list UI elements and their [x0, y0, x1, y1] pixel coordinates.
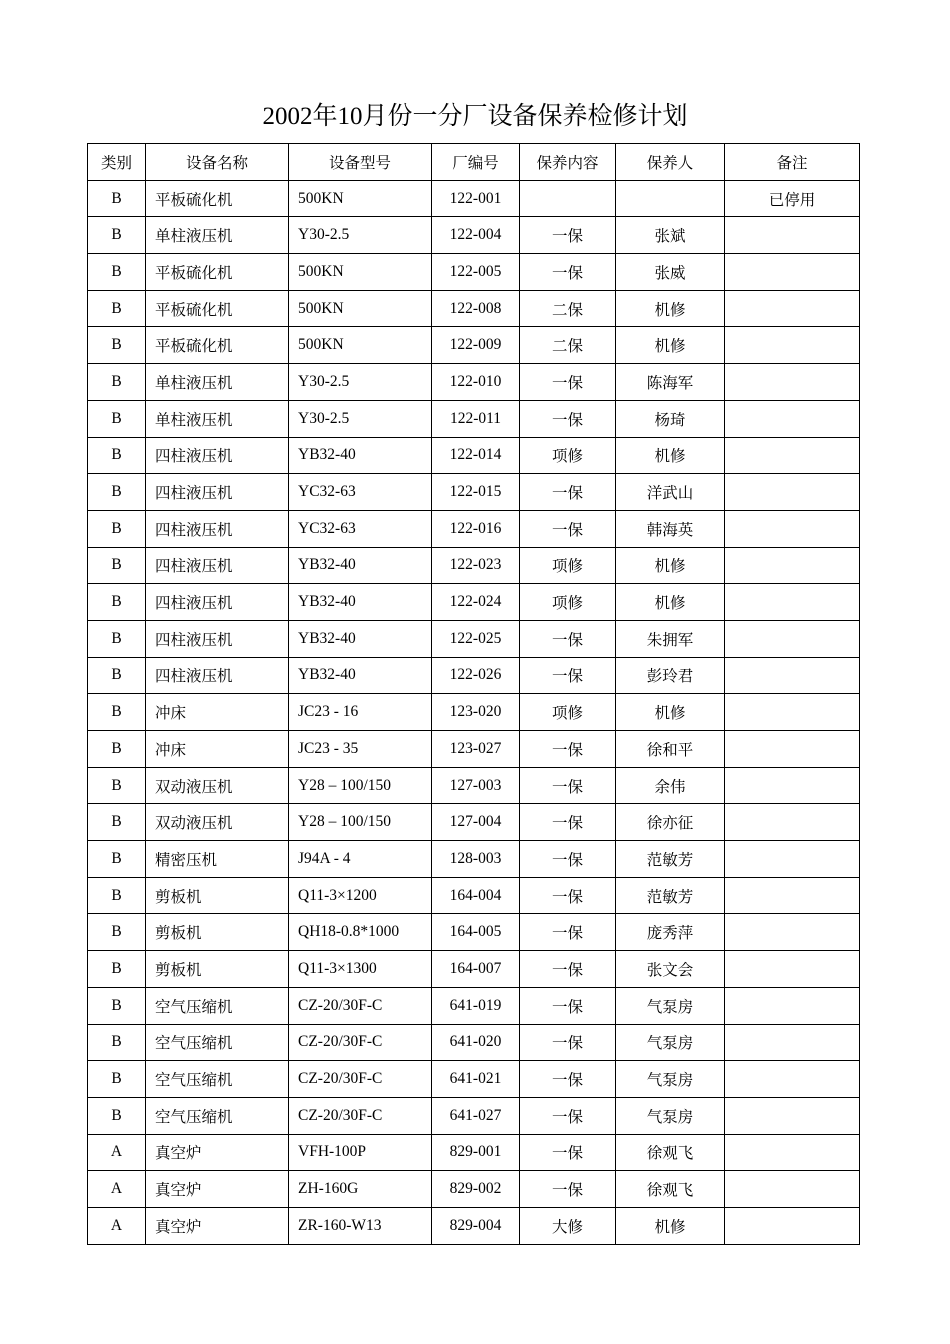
header-category: 类别 — [88, 144, 146, 181]
cell-equipment-model: YC32-63 — [289, 474, 432, 511]
cell-equipment-model: 500KN — [289, 254, 432, 291]
cell-category: B — [88, 400, 146, 437]
cell-factory-code: 127-004 — [432, 804, 520, 841]
cell-remarks — [725, 1134, 860, 1171]
cell-equipment-name: 双动液压机 — [146, 804, 289, 841]
cell-category: B — [88, 767, 146, 804]
cell-equipment-name: 剪板机 — [146, 877, 289, 914]
table-row — [88, 364, 860, 401]
cell-category: B — [88, 877, 146, 914]
cell-remarks — [725, 364, 860, 401]
cell-equipment-model: JC23 - 16 — [289, 694, 432, 731]
cell-category: B — [88, 804, 146, 841]
cell-factory-code: 122-011 — [432, 400, 520, 437]
cell-maintainer: 气泵房 — [616, 1061, 725, 1098]
cell-remarks — [725, 620, 860, 657]
cell-equipment-name: 平板硫化机 — [146, 180, 289, 217]
cell-remarks — [725, 254, 860, 291]
cell-maintenance-content: 一保 — [520, 1024, 616, 1061]
cell-category: B — [88, 914, 146, 951]
cell-equipment-name: 平板硫化机 — [146, 254, 289, 291]
cell-equipment-name: 四柱液压机 — [146, 547, 289, 584]
table-row — [88, 914, 860, 951]
cell-equipment-model: 500KN — [289, 290, 432, 327]
cell-equipment-model: VFH-100P — [289, 1134, 432, 1171]
cell-remarks — [725, 1097, 860, 1134]
cell-remarks — [725, 1207, 860, 1244]
header-row — [88, 144, 860, 181]
cell-maintainer: 余伟 — [616, 767, 725, 804]
cell-factory-code: 123-027 — [432, 731, 520, 768]
cell-equipment-model: QH18-0.8*1000 — [289, 914, 432, 951]
cell-equipment-model: 500KN — [289, 327, 432, 364]
cell-remarks — [725, 914, 860, 951]
cell-factory-code: 122-014 — [432, 437, 520, 474]
cell-equipment-model: 500KN — [289, 180, 432, 217]
cell-maintenance-content: 一保 — [520, 841, 616, 878]
cell-factory-code: 641-019 — [432, 987, 520, 1024]
table-row — [88, 1134, 860, 1171]
cell-remarks — [725, 804, 860, 841]
cell-category: B — [88, 217, 146, 254]
cell-equipment-model: YB32-40 — [289, 584, 432, 621]
cell-factory-code: 122-025 — [432, 620, 520, 657]
table-row — [88, 877, 860, 914]
cell-maintainer: 洋武山 — [616, 474, 725, 511]
cell-equipment-name: 空气压缩机 — [146, 987, 289, 1024]
cell-maintenance-content: 二保 — [520, 327, 616, 364]
cell-maintainer: 庞秀萍 — [616, 914, 725, 951]
cell-category: A — [88, 1134, 146, 1171]
cell-maintainer: 陈海军 — [616, 364, 725, 401]
cell-factory-code: 122-004 — [432, 217, 520, 254]
cell-maintenance-content: 一保 — [520, 767, 616, 804]
cell-maintenance-content: 一保 — [520, 987, 616, 1024]
cell-remarks — [725, 657, 860, 694]
cell-maintainer: 徐观飞 — [616, 1171, 725, 1208]
cell-maintenance-content: 一保 — [520, 510, 616, 547]
cell-remarks — [725, 327, 860, 364]
cell-equipment-model: YC32-63 — [289, 510, 432, 547]
table-row — [88, 180, 860, 217]
cell-equipment-name: 空气压缩机 — [146, 1061, 289, 1098]
cell-equipment-model: J94A - 4 — [289, 841, 432, 878]
cell-factory-code: 641-027 — [432, 1097, 520, 1134]
cell-maintainer: 朱拥军 — [616, 620, 725, 657]
cell-maintenance-content: 一保 — [520, 657, 616, 694]
cell-factory-code: 122-023 — [432, 547, 520, 584]
cell-maintainer: 张斌 — [616, 217, 725, 254]
cell-equipment-name: 单柱液压机 — [146, 400, 289, 437]
cell-category: B — [88, 364, 146, 401]
cell-category: B — [88, 510, 146, 547]
cell-maintenance-content: 大修 — [520, 1207, 616, 1244]
cell-category: B — [88, 1097, 146, 1134]
cell-equipment-name: 单柱液压机 — [146, 364, 289, 401]
cell-category: B — [88, 327, 146, 364]
table-row — [88, 1061, 860, 1098]
cell-maintainer: 气泵房 — [616, 1097, 725, 1134]
cell-category: B — [88, 254, 146, 291]
cell-maintainer: 徐和平 — [616, 731, 725, 768]
header-maintenance-content: 保养内容 — [520, 144, 616, 181]
cell-remarks — [725, 400, 860, 437]
cell-maintenance-content: 项修 — [520, 694, 616, 731]
cell-factory-code: 164-004 — [432, 877, 520, 914]
cell-equipment-model: ZR-160-W13 — [289, 1207, 432, 1244]
cell-remarks — [725, 547, 860, 584]
cell-category: B — [88, 841, 146, 878]
cell-remarks — [725, 584, 860, 621]
table-row — [88, 657, 860, 694]
table-row — [88, 437, 860, 474]
cell-maintainer: 杨琦 — [616, 400, 725, 437]
cell-maintainer: 机修 — [616, 437, 725, 474]
cell-maintenance-content: 一保 — [520, 254, 616, 291]
cell-maintenance-content: 项修 — [520, 584, 616, 621]
cell-maintenance-content: 一保 — [520, 217, 616, 254]
cell-maintainer — [616, 180, 725, 217]
cell-factory-code: 122-009 — [432, 327, 520, 364]
cell-equipment-model: Y28 – 100/150 — [289, 804, 432, 841]
cell-equipment-name: 四柱液压机 — [146, 584, 289, 621]
cell-maintenance-content — [520, 180, 616, 217]
cell-equipment-name: 单柱液压机 — [146, 217, 289, 254]
cell-category: B — [88, 547, 146, 584]
cell-maintainer: 气泵房 — [616, 987, 725, 1024]
cell-factory-code: 641-020 — [432, 1024, 520, 1061]
table-row — [88, 951, 860, 988]
cell-category: B — [88, 180, 146, 217]
cell-maintenance-content: 一保 — [520, 1097, 616, 1134]
cell-remarks — [725, 767, 860, 804]
cell-equipment-name: 平板硫化机 — [146, 290, 289, 327]
cell-remarks — [725, 1024, 860, 1061]
cell-equipment-model: Y28 – 100/150 — [289, 767, 432, 804]
maintenance-plan-table — [87, 143, 860, 1245]
cell-category: B — [88, 290, 146, 327]
cell-maintainer: 张威 — [616, 254, 725, 291]
cell-maintenance-content: 一保 — [520, 804, 616, 841]
cell-maintenance-content: 一保 — [520, 731, 616, 768]
cell-equipment-name: 剪板机 — [146, 951, 289, 988]
cell-equipment-model: YB32-40 — [289, 547, 432, 584]
cell-maintainer: 张文会 — [616, 951, 725, 988]
cell-remarks — [725, 437, 860, 474]
cell-equipment-name: 平板硫化机 — [146, 327, 289, 364]
cell-maintainer: 机修 — [616, 290, 725, 327]
header-equipment-model: 设备型号 — [289, 144, 432, 181]
cell-remarks — [725, 694, 860, 731]
cell-equipment-name: 四柱液压机 — [146, 620, 289, 657]
cell-equipment-model: Q11-3×1200 — [289, 877, 432, 914]
cell-maintenance-content: 一保 — [520, 914, 616, 951]
cell-category: B — [88, 694, 146, 731]
cell-factory-code: 829-002 — [432, 1171, 520, 1208]
cell-category: B — [88, 584, 146, 621]
cell-category: B — [88, 1024, 146, 1061]
table-row — [88, 254, 860, 291]
cell-equipment-model: YB32-40 — [289, 657, 432, 694]
cell-factory-code: 122-026 — [432, 657, 520, 694]
table-row — [88, 731, 860, 768]
table-row — [88, 1207, 860, 1244]
cell-equipment-name: 四柱液压机 — [146, 474, 289, 511]
cell-factory-code: 829-001 — [432, 1134, 520, 1171]
table-body — [88, 180, 860, 1244]
cell-category: B — [88, 620, 146, 657]
table-row — [88, 1097, 860, 1134]
cell-remarks: 已停用 — [725, 180, 860, 217]
cell-maintainer: 范敏芳 — [616, 877, 725, 914]
cell-category: B — [88, 951, 146, 988]
cell-category: B — [88, 731, 146, 768]
cell-maintainer: 机修 — [616, 327, 725, 364]
cell-remarks — [725, 1171, 860, 1208]
cell-equipment-name: 四柱液压机 — [146, 510, 289, 547]
cell-maintenance-content: 项修 — [520, 547, 616, 584]
cell-maintenance-content: 一保 — [520, 620, 616, 657]
cell-maintenance-content: 一保 — [520, 1171, 616, 1208]
cell-maintainer: 韩海英 — [616, 510, 725, 547]
cell-factory-code: 122-005 — [432, 254, 520, 291]
cell-remarks — [725, 841, 860, 878]
cell-factory-code: 127-003 — [432, 767, 520, 804]
cell-factory-code: 122-016 — [432, 510, 520, 547]
cell-equipment-model: CZ-20/30F-C — [289, 1024, 432, 1061]
cell-maintenance-content: 项修 — [520, 437, 616, 474]
cell-remarks — [725, 474, 860, 511]
cell-factory-code: 123-020 — [432, 694, 520, 731]
table-row — [88, 217, 860, 254]
cell-maintainer: 徐亦征 — [616, 804, 725, 841]
cell-remarks — [725, 731, 860, 768]
cell-equipment-name: 真空炉 — [146, 1207, 289, 1244]
page-title: 2002年10月份一分厂设备保养检修计划 — [262, 103, 688, 130]
table-row — [88, 327, 860, 364]
cell-equipment-model: Y30-2.5 — [289, 364, 432, 401]
table-row — [88, 694, 860, 731]
cell-equipment-model: CZ-20/30F-C — [289, 1061, 432, 1098]
header-remarks: 备注 — [725, 144, 860, 181]
cell-maintenance-content: 二保 — [520, 290, 616, 327]
cell-maintainer: 机修 — [616, 547, 725, 584]
cell-maintenance-content: 一保 — [520, 951, 616, 988]
table-row — [88, 804, 860, 841]
cell-equipment-model: CZ-20/30F-C — [289, 987, 432, 1024]
cell-factory-code: 122-024 — [432, 584, 520, 621]
cell-factory-code: 829-004 — [432, 1207, 520, 1244]
cell-equipment-model: ZH-160G — [289, 1171, 432, 1208]
cell-category: B — [88, 474, 146, 511]
cell-maintenance-content: 一保 — [520, 474, 616, 511]
cell-maintainer: 徐观飞 — [616, 1134, 725, 1171]
table-row — [88, 987, 860, 1024]
cell-category: A — [88, 1207, 146, 1244]
cell-factory-code: 122-008 — [432, 290, 520, 327]
cell-equipment-model: JC23 - 35 — [289, 731, 432, 768]
cell-equipment-model: CZ-20/30F-C — [289, 1097, 432, 1134]
table-row — [88, 290, 860, 327]
header-maintainer: 保养人 — [616, 144, 725, 181]
table-row — [88, 474, 860, 511]
cell-category: B — [88, 987, 146, 1024]
cell-remarks — [725, 217, 860, 254]
cell-maintenance-content: 一保 — [520, 400, 616, 437]
cell-remarks — [725, 951, 860, 988]
cell-category: B — [88, 1061, 146, 1098]
table-row — [88, 584, 860, 621]
cell-maintenance-content: 一保 — [520, 1061, 616, 1098]
cell-equipment-name: 四柱液压机 — [146, 437, 289, 474]
cell-maintenance-content: 一保 — [520, 1134, 616, 1171]
table-row — [88, 1171, 860, 1208]
cell-equipment-name: 剪板机 — [146, 914, 289, 951]
table-row — [88, 841, 860, 878]
cell-maintainer: 气泵房 — [616, 1024, 725, 1061]
cell-equipment-name: 空气压缩机 — [146, 1097, 289, 1134]
cell-equipment-name: 双动液压机 — [146, 767, 289, 804]
cell-equipment-name: 真空炉 — [146, 1134, 289, 1171]
cell-remarks — [725, 877, 860, 914]
cell-factory-code: 641-021 — [432, 1061, 520, 1098]
cell-equipment-model: Q11-3×1300 — [289, 951, 432, 988]
cell-equipment-model: YB32-40 — [289, 620, 432, 657]
cell-equipment-name: 冲床 — [146, 731, 289, 768]
cell-factory-code: 164-007 — [432, 951, 520, 988]
table-row — [88, 547, 860, 584]
cell-equipment-model: Y30-2.5 — [289, 400, 432, 437]
cell-maintenance-content: 一保 — [520, 364, 616, 401]
cell-maintainer: 彭玲君 — [616, 657, 725, 694]
cell-remarks — [725, 510, 860, 547]
table-row — [88, 620, 860, 657]
cell-equipment-name: 精密压机 — [146, 841, 289, 878]
cell-category: B — [88, 437, 146, 474]
table-row — [88, 400, 860, 437]
cell-maintainer: 机修 — [616, 584, 725, 621]
table-row — [88, 510, 860, 547]
header-factory-code: 厂编号 — [432, 144, 520, 181]
cell-category: B — [88, 657, 146, 694]
cell-maintainer: 机修 — [616, 694, 725, 731]
cell-remarks — [725, 290, 860, 327]
cell-factory-code: 122-001 — [432, 180, 520, 217]
cell-maintainer: 机修 — [616, 1207, 725, 1244]
cell-equipment-name: 空气压缩机 — [146, 1024, 289, 1061]
table-row — [88, 767, 860, 804]
cell-equipment-model: Y30-2.5 — [289, 217, 432, 254]
cell-category: A — [88, 1171, 146, 1208]
cell-factory-code: 122-015 — [432, 474, 520, 511]
cell-equipment-name: 真空炉 — [146, 1171, 289, 1208]
cell-remarks — [725, 987, 860, 1024]
cell-maintenance-content: 一保 — [520, 877, 616, 914]
cell-factory-code: 128-003 — [432, 841, 520, 878]
cell-equipment-name: 冲床 — [146, 694, 289, 731]
cell-maintainer: 范敏芳 — [616, 841, 725, 878]
cell-equipment-model: YB32-40 — [289, 437, 432, 474]
cell-equipment-name: 四柱液压机 — [146, 657, 289, 694]
cell-remarks — [725, 1061, 860, 1098]
header-equipment-name: 设备名称 — [146, 144, 289, 181]
cell-factory-code: 122-010 — [432, 364, 520, 401]
table-row — [88, 1024, 860, 1061]
cell-factory-code: 164-005 — [432, 914, 520, 951]
